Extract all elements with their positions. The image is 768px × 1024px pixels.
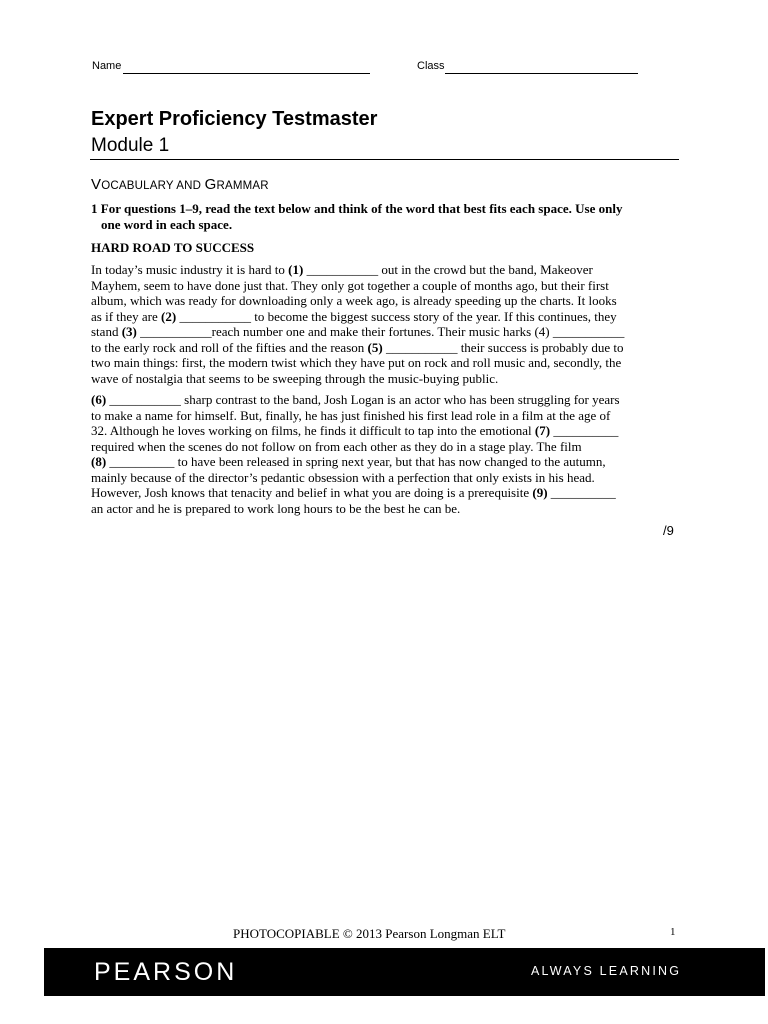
gap-number: (1) — [288, 262, 304, 277]
score-total: /9 — [663, 523, 674, 538]
task-instruction — [91, 201, 681, 232]
passage-line: 32. Although he loves working on films, he finds it difficult to tap into the emotional (7) __________ — [91, 423, 619, 438]
name-label: Name — [92, 60, 122, 72]
gap-number: (8) — [91, 454, 107, 469]
passage-line: mainly because of the director’s pedantic obsession with a perfection that only exists in his head. — [91, 469, 595, 485]
passage-line: album, which was ready for downloading only a week ago, is already speeding up the charts. It looks — [91, 293, 617, 308]
passage-line: an actor and he is prepared to work long hours to be the best he can be. — [91, 500, 461, 516]
brand-tagline: ALWAYS LEARNING — [531, 964, 682, 978]
passage-line: two main things: first, the modern twist which they have put on rock and roll music and, secondly, the — [91, 355, 622, 370]
brand-bar — [44, 948, 765, 996]
instruction-line: one word in each space. — [101, 216, 233, 232]
section-heading: VOCABULARY AND GRAMMAR — [91, 176, 269, 193]
name-field[interactable] — [123, 73, 370, 74]
passage-paragraph-1 — [91, 262, 681, 386]
page-number: 1 — [670, 926, 676, 938]
passage-line: to make a name for himself. But, finally, he has just finished his first lead role in a film at the age of — [91, 407, 611, 423]
title-divider — [90, 159, 679, 160]
instruction-line: 1 For questions 1–9, read the text below and think of the word that best fits each space. Use only — [91, 201, 623, 216]
class-field[interactable] — [445, 73, 638, 74]
gap-number: (3) — [121, 324, 137, 339]
page-title: Expert Proficiency Testmaster — [91, 108, 378, 130]
module-label: Module 1 — [91, 135, 170, 156]
gap-number: (2) — [161, 308, 177, 324]
passage-line: (6) ___________ sharp contrast to the band, Josh Logan is an actor who has been struggling for years — [91, 392, 620, 407]
passage-line: stand (3) ___________reach number one and make their fortunes. Their music harks (4) ___________ — [91, 324, 625, 339]
passage-line: Mayhem, seem to have done just that. They only got together a couple of months ago, but their first — [91, 277, 609, 293]
passage-line: as if they are (2) ___________ to become the biggest success story of the year. If this continues, they — [91, 308, 617, 324]
passage-line: However, Josh knows that tenacity and belief in what you are doing is a prerequisite (9) __________ — [91, 485, 616, 500]
class-label: Class — [417, 60, 445, 72]
passage-line: to the early rock and roll of the fifties and the reason (5) ___________ their success is probably due to — [91, 339, 624, 355]
passage-title: HARD ROAD TO SUCCESS — [91, 240, 255, 255]
passage-line: In today’s music industry it is hard to (1) ___________ out in the crowd but the band, Makeover — [91, 262, 593, 277]
passage-line: (8) __________ to have been released in spring next year, but that has now changed to the autumn, — [91, 454, 606, 469]
gap-number: (6) — [91, 392, 107, 407]
passage-paragraph-2 — [91, 392, 681, 516]
gap-number: (9) — [532, 485, 548, 500]
pearson-logo: PEARSON — [94, 958, 238, 986]
passage-line: wave of nostalgia that seems to be sweeping through the music-buying public. — [91, 370, 499, 386]
gap-number: (5) — [367, 339, 383, 355]
gap-number: (7) — [534, 423, 551, 438]
student-info-row — [92, 60, 672, 76]
copyright-notice: PHOTOCOPIABLE © 2013 Pearson Longman ELT — [233, 926, 506, 941]
passage-line: required when the scenes do not follow on from each other as they do in a stage play. The film — [91, 438, 582, 454]
